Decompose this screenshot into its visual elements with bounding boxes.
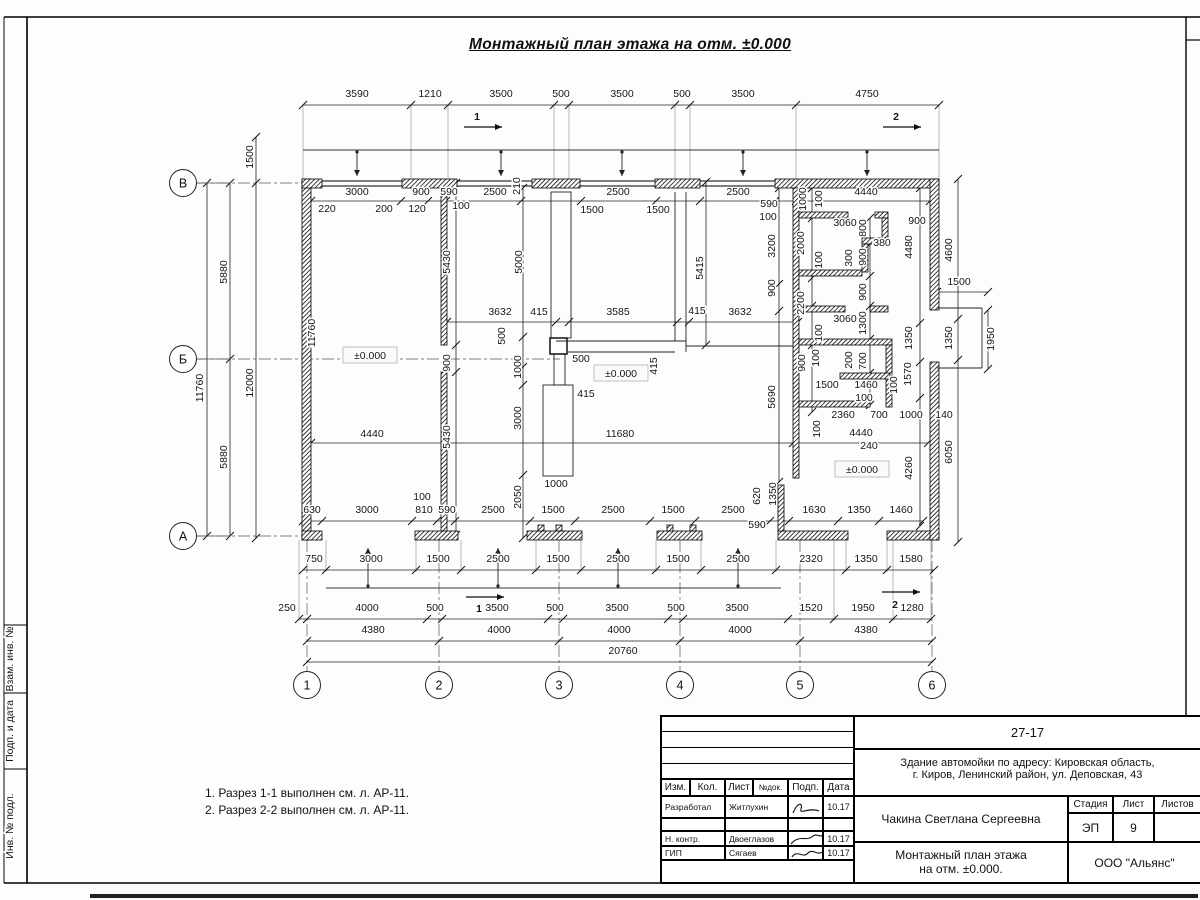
dim-label: 900: [441, 354, 453, 372]
dim-label: 500: [546, 602, 564, 614]
sheets-value: [1154, 813, 1200, 842]
wall: [538, 525, 544, 531]
dim-label: 100: [888, 376, 900, 394]
dim-label: 4000: [355, 602, 379, 614]
wall: [655, 179, 700, 188]
client-name: Чакина Светлана Сергеевна: [854, 796, 1068, 842]
dim-label: 200: [375, 203, 393, 215]
stamp-label: Инв. № подл.: [4, 793, 16, 859]
wall: [302, 531, 322, 540]
dim-label: 3500: [485, 602, 509, 614]
axis-label: 3: [555, 678, 563, 693]
drawing-name: Монтажный план этажа на отм. ±0.000.: [854, 842, 1068, 884]
dim-label: 11760: [194, 373, 206, 403]
dim-label: 3500: [731, 88, 755, 100]
dim-label: 100: [452, 200, 470, 212]
wall: [302, 179, 322, 188]
dim-label: 2500: [721, 504, 745, 516]
dot: [355, 150, 358, 153]
title-block: [660, 715, 1200, 883]
note-1: 1. Разрез 1-1 выполнен см. л. АР-11.: [205, 786, 410, 800]
dim-label: 800: [857, 219, 869, 237]
dim-label: 3500: [605, 602, 629, 614]
dim-label: 100: [813, 324, 825, 342]
elevation-mark: ±0.000: [845, 464, 879, 476]
axis-label: В: [178, 176, 188, 191]
axis-label: 4: [676, 678, 684, 693]
axis-label: А: [178, 529, 188, 544]
dim-label: 250: [278, 602, 296, 614]
dim-label: 3060: [833, 217, 857, 229]
dim-label: 1500: [580, 204, 604, 216]
axis-label: Б: [178, 352, 188, 367]
dim-label: 590: [440, 186, 458, 198]
dim-label: 210: [511, 177, 523, 195]
row-sign-1: [788, 796, 823, 818]
dim-label: 20760: [608, 645, 638, 657]
dim-label: 200: [843, 351, 855, 369]
dim-label: 3000: [355, 504, 379, 516]
dim-label: 1350: [903, 326, 915, 350]
dim-label: 500: [667, 602, 685, 614]
dim-label: 4260: [903, 456, 915, 480]
dim-label: 1280: [900, 602, 924, 614]
dim-label: 3000: [359, 553, 383, 565]
axis-label: 6: [928, 678, 936, 693]
dim-label: 4000: [728, 624, 752, 636]
dim-label: 4600: [943, 238, 955, 262]
section-label: 2: [892, 599, 898, 611]
dim-label: 4440: [849, 427, 873, 439]
dim-label: 1520: [799, 602, 823, 614]
col-list: Лист: [725, 779, 753, 796]
dot: [741, 150, 744, 153]
dim-label: 900: [796, 354, 808, 372]
wall: [875, 212, 888, 218]
col-data: Дата: [823, 779, 854, 796]
section-label: 1: [476, 603, 482, 615]
elevation-mark: ±0.000: [604, 368, 638, 380]
dim-label: 2000: [795, 231, 807, 255]
dim-label: 380: [873, 237, 891, 249]
dim-label: 1000: [544, 478, 568, 490]
wall: [870, 306, 888, 312]
dim-label: 2500: [606, 553, 630, 565]
dim-label: 100: [811, 420, 823, 438]
dim-label: 500: [552, 88, 570, 100]
stage-label: Стадия: [1068, 796, 1113, 813]
dim-label: 4480: [903, 235, 915, 259]
dim-label: 900: [857, 248, 869, 266]
dim-label: 500: [496, 327, 508, 345]
dim-label: 5000: [513, 250, 525, 274]
dim-label: 1500: [661, 504, 685, 516]
wall: [690, 525, 696, 531]
dim-label: 1500: [244, 145, 256, 169]
section-label: 1: [474, 111, 480, 123]
dim-label: 1350: [847, 504, 871, 516]
wall: [778, 531, 848, 540]
dim-label: 415: [577, 388, 595, 400]
dim-label: 6050: [943, 440, 955, 464]
dot: [499, 150, 502, 153]
slope-arrow-down-head: [498, 170, 504, 176]
wall: [556, 525, 562, 531]
row-role-2: Н. контр.: [661, 831, 725, 846]
dim-label: 1500: [947, 276, 971, 288]
dim-label: 5430: [441, 250, 453, 274]
dim-label: 2200: [795, 291, 807, 315]
dim-label: 11760: [306, 318, 318, 348]
dim-label: 3500: [489, 88, 513, 100]
dim-label: 4440: [360, 428, 384, 440]
row-date-1: 10.17: [823, 796, 854, 818]
row-name-1: Житлухин: [725, 796, 788, 818]
axis-label: 2: [435, 678, 443, 693]
dim-label: 3632: [488, 306, 512, 318]
dim-label: 2500: [481, 504, 505, 516]
scan-artifact: [90, 894, 1198, 898]
dim-label: 300: [843, 249, 855, 267]
slope-arrow-down-head: [864, 170, 870, 176]
dim-label: 1500: [546, 553, 570, 565]
dim-label: 630: [303, 504, 321, 516]
dim-label: 590: [438, 504, 456, 516]
dim-label: 3632: [728, 306, 752, 318]
dim-label: 3060: [833, 313, 857, 325]
row-name-3: Сягаев: [725, 846, 788, 860]
dim-label: 1500: [646, 204, 670, 216]
dim-label: 1350: [854, 553, 878, 565]
col-podp: Подп.: [788, 779, 823, 796]
slope-arrow-down-head: [740, 170, 746, 176]
page-title: Монтажный план этажа на отм. ±0.000: [468, 36, 792, 53]
dim-label: 2500: [606, 186, 630, 198]
partition: [551, 192, 571, 338]
dim-label: 1950: [985, 327, 997, 351]
dim-label: 620: [751, 487, 763, 505]
dim-label: 500: [426, 602, 444, 614]
doc-number: 27-17: [854, 716, 1200, 749]
dim-label: 1000: [899, 409, 923, 421]
dim-label: 415: [688, 305, 706, 317]
dim-label: 2500: [486, 553, 510, 565]
stage-value: ЭП: [1068, 813, 1113, 842]
dim-label: 100: [813, 190, 825, 208]
dim-label: 4000: [607, 624, 631, 636]
dim-label: 5880: [218, 445, 230, 469]
partition: [543, 385, 573, 476]
dim-label: 1350: [767, 482, 779, 506]
signature-icon: [789, 797, 823, 818]
axis-label: 1: [303, 678, 311, 693]
dim-label: 220: [318, 203, 336, 215]
slope-arrow-down-head: [619, 170, 625, 176]
wall: [415, 531, 458, 540]
dim-label: 1300: [857, 311, 869, 335]
row-sign-2: [788, 831, 823, 846]
row-role-3: ГИП: [661, 846, 725, 860]
dim-label: 1580: [899, 553, 923, 565]
dim-label: 5415: [694, 256, 706, 280]
row-sign-3: [788, 846, 823, 860]
sheet-label: Лист: [1113, 796, 1154, 813]
wall: [532, 179, 580, 188]
dim-label: 1460: [889, 504, 913, 516]
section-label: 2: [893, 111, 899, 123]
col-kol: Кол.: [690, 779, 725, 796]
dim-label: 1630: [802, 504, 826, 516]
dim-label: 1210: [418, 88, 442, 100]
dim-label: 1500: [541, 504, 565, 516]
wall: [527, 531, 582, 540]
sheets-label: Листов: [1154, 796, 1200, 813]
dim-label: 100: [759, 211, 777, 223]
dim-label: 2500: [483, 186, 507, 198]
dim-label: 4750: [855, 88, 879, 100]
dim-label: 2320: [799, 553, 823, 565]
dim-label: 3000: [345, 186, 369, 198]
row-role-1: Разработал: [661, 796, 725, 818]
dim-label: 3000: [512, 406, 524, 430]
dim-label: 140: [935, 409, 953, 421]
dim-label: 1460: [854, 379, 878, 391]
stamp-label: Подп. и дата: [4, 700, 16, 762]
dim-label: 415: [648, 357, 660, 375]
dim-label: 100: [810, 349, 822, 367]
row-name-2: Двоеглазов: [725, 831, 788, 846]
wall: [930, 362, 939, 540]
dim-label: 5690: [766, 385, 778, 409]
dim-label: 3500: [610, 88, 634, 100]
dot: [616, 584, 619, 587]
dim-label: 2500: [726, 186, 750, 198]
dim-label: 900: [412, 186, 430, 198]
dim-label: 1350: [943, 326, 955, 350]
wall: [930, 179, 939, 310]
dim-label: 900: [766, 279, 778, 297]
dim-label: 11680: [605, 428, 635, 440]
col-ndok: №док.: [753, 779, 788, 796]
dim-label: 100: [413, 491, 431, 503]
wall: [667, 525, 673, 531]
dim-label: 100: [813, 251, 825, 269]
dim-label: 1500: [666, 553, 690, 565]
dim-label: 2360: [831, 409, 855, 421]
dim-label: 2050: [512, 485, 524, 509]
dim-label: 120: [408, 203, 426, 215]
slope-arrow-down-head: [354, 170, 360, 176]
note-2: 2. Разрез 2-2 выполнен см. л. АР-11.: [205, 803, 410, 817]
dim-label: 3200: [766, 234, 778, 258]
signature-icon: [789, 832, 823, 846]
stamp-label: Взам. инв. №: [4, 626, 16, 692]
dim-label: 500: [673, 88, 691, 100]
dim-label: 1500: [815, 379, 839, 391]
dim-label: 240: [860, 440, 878, 452]
row-date-3: 10.17: [823, 846, 854, 860]
dim-label: 900: [857, 283, 869, 301]
dim-label: 4440: [854, 186, 878, 198]
dim-label: 3585: [606, 306, 630, 318]
dim-label: 415: [530, 306, 548, 318]
dot: [620, 150, 623, 153]
dim-label: 590: [748, 519, 766, 531]
dim-label: 500: [572, 353, 590, 365]
wall: [799, 270, 862, 276]
axis-label: 5: [796, 678, 804, 693]
col-izm: Изм.: [661, 779, 690, 796]
dim-label: 4000: [487, 624, 511, 636]
dim-label: 3500: [725, 602, 749, 614]
dot: [366, 584, 369, 587]
dim-label: 700: [870, 409, 888, 421]
dot: [496, 584, 499, 587]
company-name: ООО "Альянс": [1068, 842, 1200, 884]
project-name: Здание автомойки по адресу: Кировская область, г. Киров, Ленинский район, ул. Деповская, 43: [854, 749, 1200, 796]
dim-label: 3590: [345, 88, 369, 100]
row-date-2: 10.17: [823, 831, 854, 846]
dim-label: 810: [415, 504, 433, 516]
dim-label: 5430: [441, 425, 453, 449]
elevation-mark: ±0.000: [353, 350, 387, 362]
dim-label: 1000: [797, 187, 809, 211]
dim-label: 1570: [902, 362, 914, 386]
dim-label: 750: [305, 553, 323, 565]
dim-label: 1500: [426, 553, 450, 565]
dim-label: 2500: [601, 504, 625, 516]
dim-label: 900: [908, 215, 926, 227]
signature-icon: [789, 847, 823, 860]
dim-label: 4380: [361, 624, 385, 636]
column: [550, 338, 567, 354]
dim-label: 1000: [512, 355, 524, 379]
wall: [302, 179, 311, 540]
dot: [736, 584, 739, 587]
dim-label: 12000: [244, 368, 256, 398]
dim-label: 1950: [851, 602, 875, 614]
wall: [657, 531, 702, 540]
dim-label: 700: [857, 352, 869, 370]
dim-label: 590: [760, 198, 778, 210]
dim-label: 2500: [726, 553, 750, 565]
dot: [865, 150, 868, 153]
sheet-value: 9: [1113, 813, 1154, 842]
dim-label: 100: [855, 392, 873, 404]
dim-label: 4380: [854, 624, 878, 636]
dim-label: 5880: [218, 260, 230, 284]
